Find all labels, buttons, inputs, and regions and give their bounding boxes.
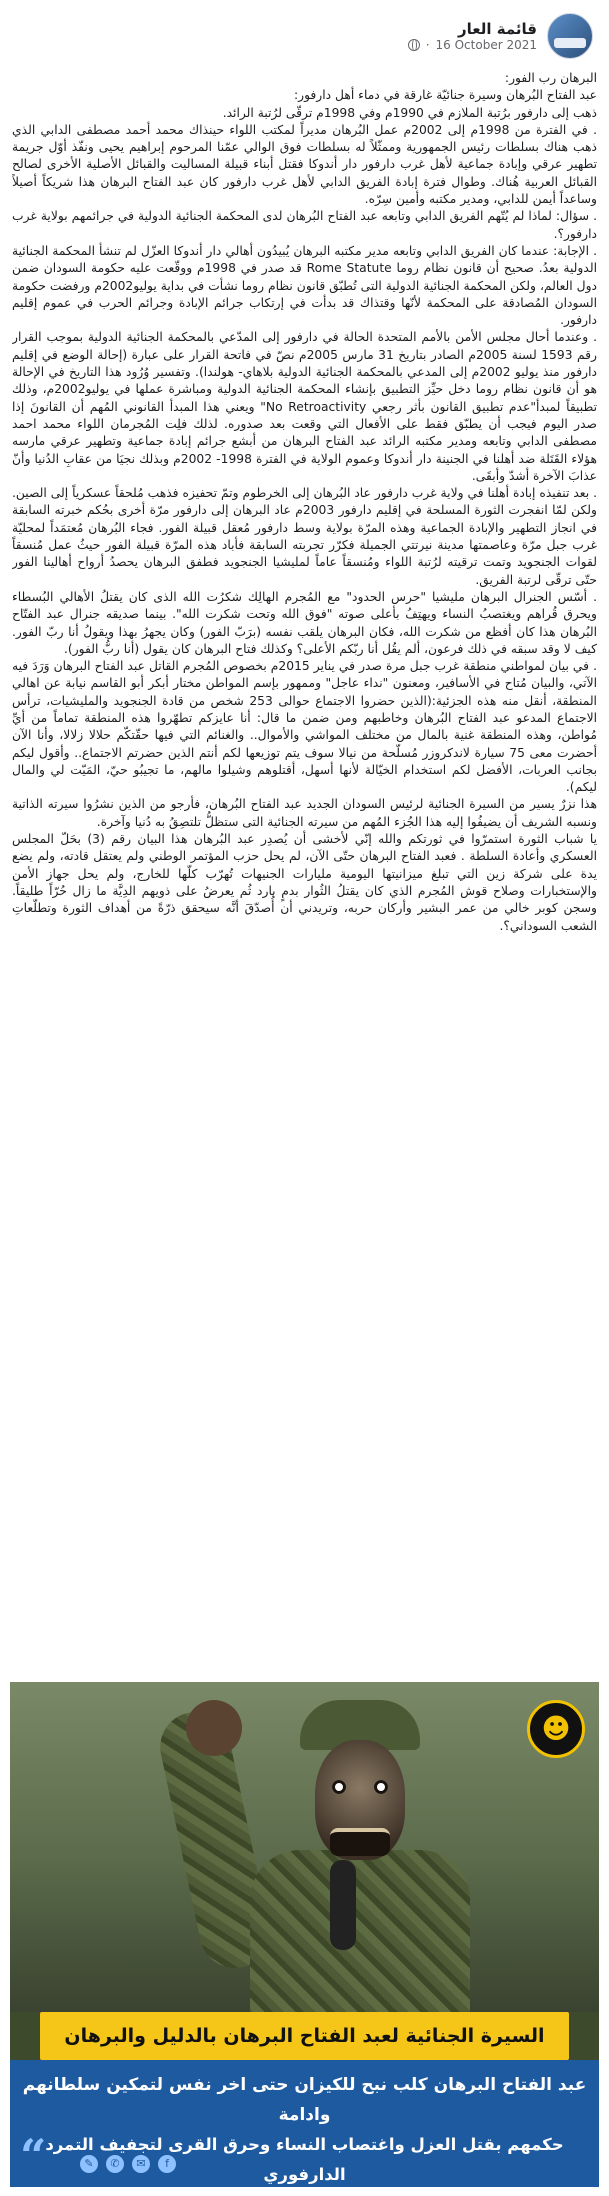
post-paragraph: . وعندما أحال مجلس الأمن بالأمم المتحدة الحالة في دارفور إلى المدّعي بالمحكمة الجنائية الدولية بموجب القرار رقم 1593 لسنة 2005م الصادر بتاريخ 31 مارس 2005م نصّ في فاتحة القرار على عبارة (إحالة الوضع في إقليم دارفور منذ يوليو 2002م إلى المدعي بالمحكمة الجنائية الدولية بلاهاي- هولندا). وتفسير وُرُود هذا التاريخ في الإحالة هو أن قانون نظام روما دخل حيِّز التطبيق بإنشاء المحكمة الجنائية الدولية ومباشرة عملها في يوليو2002م، وذلك تطبيقاً لمبدأ"عدم تطبيق القانون بأثر رجعي No Retroactivity" ويعني هذا المبدأ القانوني المُهم أن القانونَ إذا صدر اليوم فيجب أن يطبّق فقط على الأفعال التي وقعت بعد صدوره. لذلك فلِت المُجرمان اللواء محمد احمد مصطفى الدابي وتابعه ومدير مكتبه الرائد عبد الفتاح البرهان من أبشع جرائم إبادة جماعية وتطهير عرقي مارسه هؤلاء القَتَلة ضد أهلنا في الجنينة دار أندوكا وعموم الولاية في الفترة 1998- 2002م وبذلك نجيَا من عقابِ الدُنيا وأنّ عذابَ الآخرة أشدّ وأبقَى. xyxy=(12,330,597,483)
chat-icon: ✎ xyxy=(80,2155,98,2173)
channel-logo-icon: ☻ xyxy=(527,1700,585,1758)
uniform-torso xyxy=(250,1850,470,2020)
globe-icon xyxy=(408,39,420,51)
facebook-icon: f xyxy=(158,2155,176,2173)
page-avatar[interactable] xyxy=(547,13,593,59)
post-paragraph: . في بيان لمواطني منطقة غرب جبل مرة صدر في يناير 2015م بخصوص المُجرم القاتل عبد الفتاح البرهان وَرَدَ فيه الآتي، والبيان مُتاح في الأسافير، ومعنون "نداء عاجل" وممهور بإسم المواطن مختار أبكر أبو القاسم نيابة عن اهالي المنطقة، أنقل منه هذه الجزئية:(الذين حضروا الاجتماع حوالى 253 شخص من قادة الجنجويد والمليشيات، ترأس الاجتماع المدعو عبد الفتاح البُرهان وخاطبهم ومن ضمن ما قال: أنا عايزكم تطهّروا هذه المنطقة تماماً من أيِّ مُواطن، وهذه المنطقة غنية بالمال من مختلف المواشي والأموال.. والغنائم التي فيها حقّتكّم حلالا زلالا، وأنا الآن أحضرت معى 75 سيارة لاندكروزر مُسلّحة من نيالا سوف يتم توزيعها لكم أنتم الذين حضرتم الاجتماع.. وأقول ليكم بجانب العربات، الأفضل لكم استخدام الخيّالة لأنها أسهل، أقتلوهم وشيلوا مالهم، ما تجيبُو حيّ، المَيّت لي والمال ليكم). xyxy=(12,659,597,795)
author-name[interactable]: قائمة العار xyxy=(458,20,537,38)
left-eye xyxy=(332,1780,346,1794)
post-paragraph: عبد الفتاح البُرهان وسيرة جنائيّة غارقة في دماء أهل دارفور: xyxy=(293,88,597,103)
mouth xyxy=(330,1828,390,1856)
phone-icon: ✆ xyxy=(106,2155,124,2173)
post-header xyxy=(408,12,593,60)
figure-illustration xyxy=(180,1700,430,2010)
post-paragraph: البرهان رب الفور: xyxy=(504,71,597,85)
post-paragraph: . سؤال: لماذا لم يُتّهم الفريق الدابي وتابعه عبد الفتاح البُرهان لدى المحكمة الجنائية الدولية في جرائمهم بولاية غرب دارفور؟. xyxy=(12,209,597,241)
email-icon: ✉ xyxy=(132,2155,150,2173)
post-image[interactable] xyxy=(10,1682,599,2187)
post-subline xyxy=(408,38,537,52)
post-paragraph: . بعد تنفيذه إبادة أهلنا في ولاية غرب دارفور عاد البُرهان إلى الخرطوم وتمّ تحفيزه فذهب مُلحقاً عسكرياً إلى الصين. ولكن لمّا انفجرت الثورة المسلحة في إقليم دارفور 2003م عاد البرهان إلى دارفور مرّة أخرى بحُكم خبرته السابقة في انجاز التطهير والإبادة الجماعية وهذه المرّة بولاية وسط دارفور مُعقل قبيلة الفور. فجاء البُرهان مُعتمَداً لمحليّة غرب جبل مرّة وعاصمتها مدينة نيرتتي الجميلة فكرّر تجربته السابقة فأباد هذه المرّة قبيلة الفور حيثُ عمل مُنسقاً لقوات الجنجويد وتمت ترقيته لرُتبة اللواء ومُنسقاً عاماً لمليشيا الجنجويد فطفق البرهان يحصدُ أرواح أهالينا الفور حتّى ترقّى لرتبة الفريق. xyxy=(12,486,597,587)
right-eye xyxy=(374,1780,388,1794)
post-paragraph: . الإجابة: عندما كان الفريق الدابي وتابعه مدير مكتبه البرهان يُبيدُون أهالي دار أندوكا العزّل لم تنشأ المحكمة الجنائية الدولية بعدُ. صحيح أن قانون نظام روما Rome Statute قد صدر في 1998م ووقّعت عليه حكومة السودان ضمن دول العالم، ولكن المحكمة الجنائية الدولية التى تُطبّق قانون نظام روما نشأت في بداية يوليو2002م ورفضت حكومة السودان المُصادقة على المحكمة لأنّها وقتذاك قد بدأت في إرتكاب جرائم الإبادة وجرائم الحرب في عموم إقليم دارفور. xyxy=(12,243,597,328)
image-title: السيرة الجنائية لعبد الفتاح البرهان بالدليل والبرهان xyxy=(64,2025,545,2047)
image-subtitle-banner xyxy=(10,2060,599,2187)
post-paragraph: . في الفترة من 1998م إلى 2002م عمل البُرهان مديراً لمكتب اللواء حينذاك محمد أحمد مصطفى الدابي الذي ذهب هناك بسلطات رئيس الجمهورية وممثّلاً له بسلطات فوق الوالي عمّنا المرحوم إبراهيم يحيى ونفّذ أوّل جريمة تطهير عرقي وإبادة جماعية لأهل غرب دارفور دار أندوكا فقتل أبناء قبيلة المساليت والقبائل الأصلية الأخرى لصالح القبائل العربية هُناك. وطوال فترة إبادة الفريق الدابي لأهل غرب دارفور كان عبد الفتاح البرهان هذا شريكاً أصيلاً وساعداً أيمن للدابي، ومدير مكتبه وأمين سِرّه. xyxy=(12,122,597,207)
post-paragraph: هذا نزرٌ يسير من السيرة الجنائية لرئيس السودان الجديد عبد الفتاح البُرهان، فأرجو من الذين نشرُوا سيرته الذاتية ونسبه الشريف أن يضيفُوا إليه هذا الجُزء المُهم من سيرته الجنائية التى ستظلُّ تلتصِقُ به دُنيا وآخرة. xyxy=(12,797,597,829)
image-subtitle-line-2: حكمهم بقتل العزل واغتصاب النساء وحرق القرى لتجفيف التمرد الدارفوري xyxy=(45,2135,564,2184)
separator-dot: · xyxy=(425,38,430,52)
social-icons xyxy=(80,2155,176,2173)
post-paragraph: ذهب إلى دارفور برُتبة الملازم في 1990م وفي 1998م ترقّى لرُتبة الرائد. xyxy=(222,105,597,120)
post-paragraph: . أسّس الجنرال البرهان مليشيا "حرس الحدود" مع المُجرم الهالِك شكرُت الله الذى كان يقتلُ الأهالي البُسطاء ويحرق قُراهم ويغتصبُ النساء ويهتِفُ بأعلى صوته "فوق الله وتحت شكرت الله". بينما صديقه جنرال عبد الفتّاح البُرهان هذا كان أفظع من شكرت الله، فكان البرهان يلقب نفسه (برَبّ الفور) وكان يجهرُ بهذا ويقولُ أنا ربّ الفور. كيف لا وقد سبقه في ذلك فرعون، ألم يقُل أنا ربّكم الأعلى؟ وكذلك فتاح البرهان كان يقول (أنا ربُّ الفور). xyxy=(12,589,597,656)
post-meta xyxy=(408,20,537,52)
post-body xyxy=(12,70,597,1670)
image-title-banner xyxy=(40,2012,569,2060)
microphone xyxy=(330,1860,356,1950)
post-paragraph: يا شباب الثورة استمرّوا في ثورتكم والله إنّي لأخشى أن يُصدِر عبد البُرهان هذا البيان رقم (3) بحَلّ المجلس العسكري وأعادة السلطة . فعبد الفتاح البرهان حتّى الآن، لم يحل حزب المؤتمر الوطني ولم يعتقل قادته، ولم يضع يدة على شركة زين التي تبلغ ميزانيتها اليومية مليارات الجنيهات تُهرّب كلّها للخارج، ولم يحل جهاز الأمن والإستخبارات وصلاح قوش المُجرم الذي كان يقتلُ الثُوار بدمٍ بارد ثُم يعرضُ على ذويهم الدِيَّة ما زال حُرّاً طليقاً. وسجن كوبر خالي من عمر البشير وأركان حربه، وتريدني أن أُصدّقَ أنَّه سيحقق ذرّةً من أهداف الثورة وتطلّعاتِ الشعب السوداني؟. xyxy=(12,832,597,933)
post-date[interactable]: 16 October 2021 xyxy=(435,38,537,52)
image-subtitle-line-1: عبد الفتاح البرهان كلب نبح للكيزان حتى اخر نفس لتمكين سلطانهم وادامة xyxy=(22,2075,587,2125)
quote-icon: “ xyxy=(20,2129,47,2183)
